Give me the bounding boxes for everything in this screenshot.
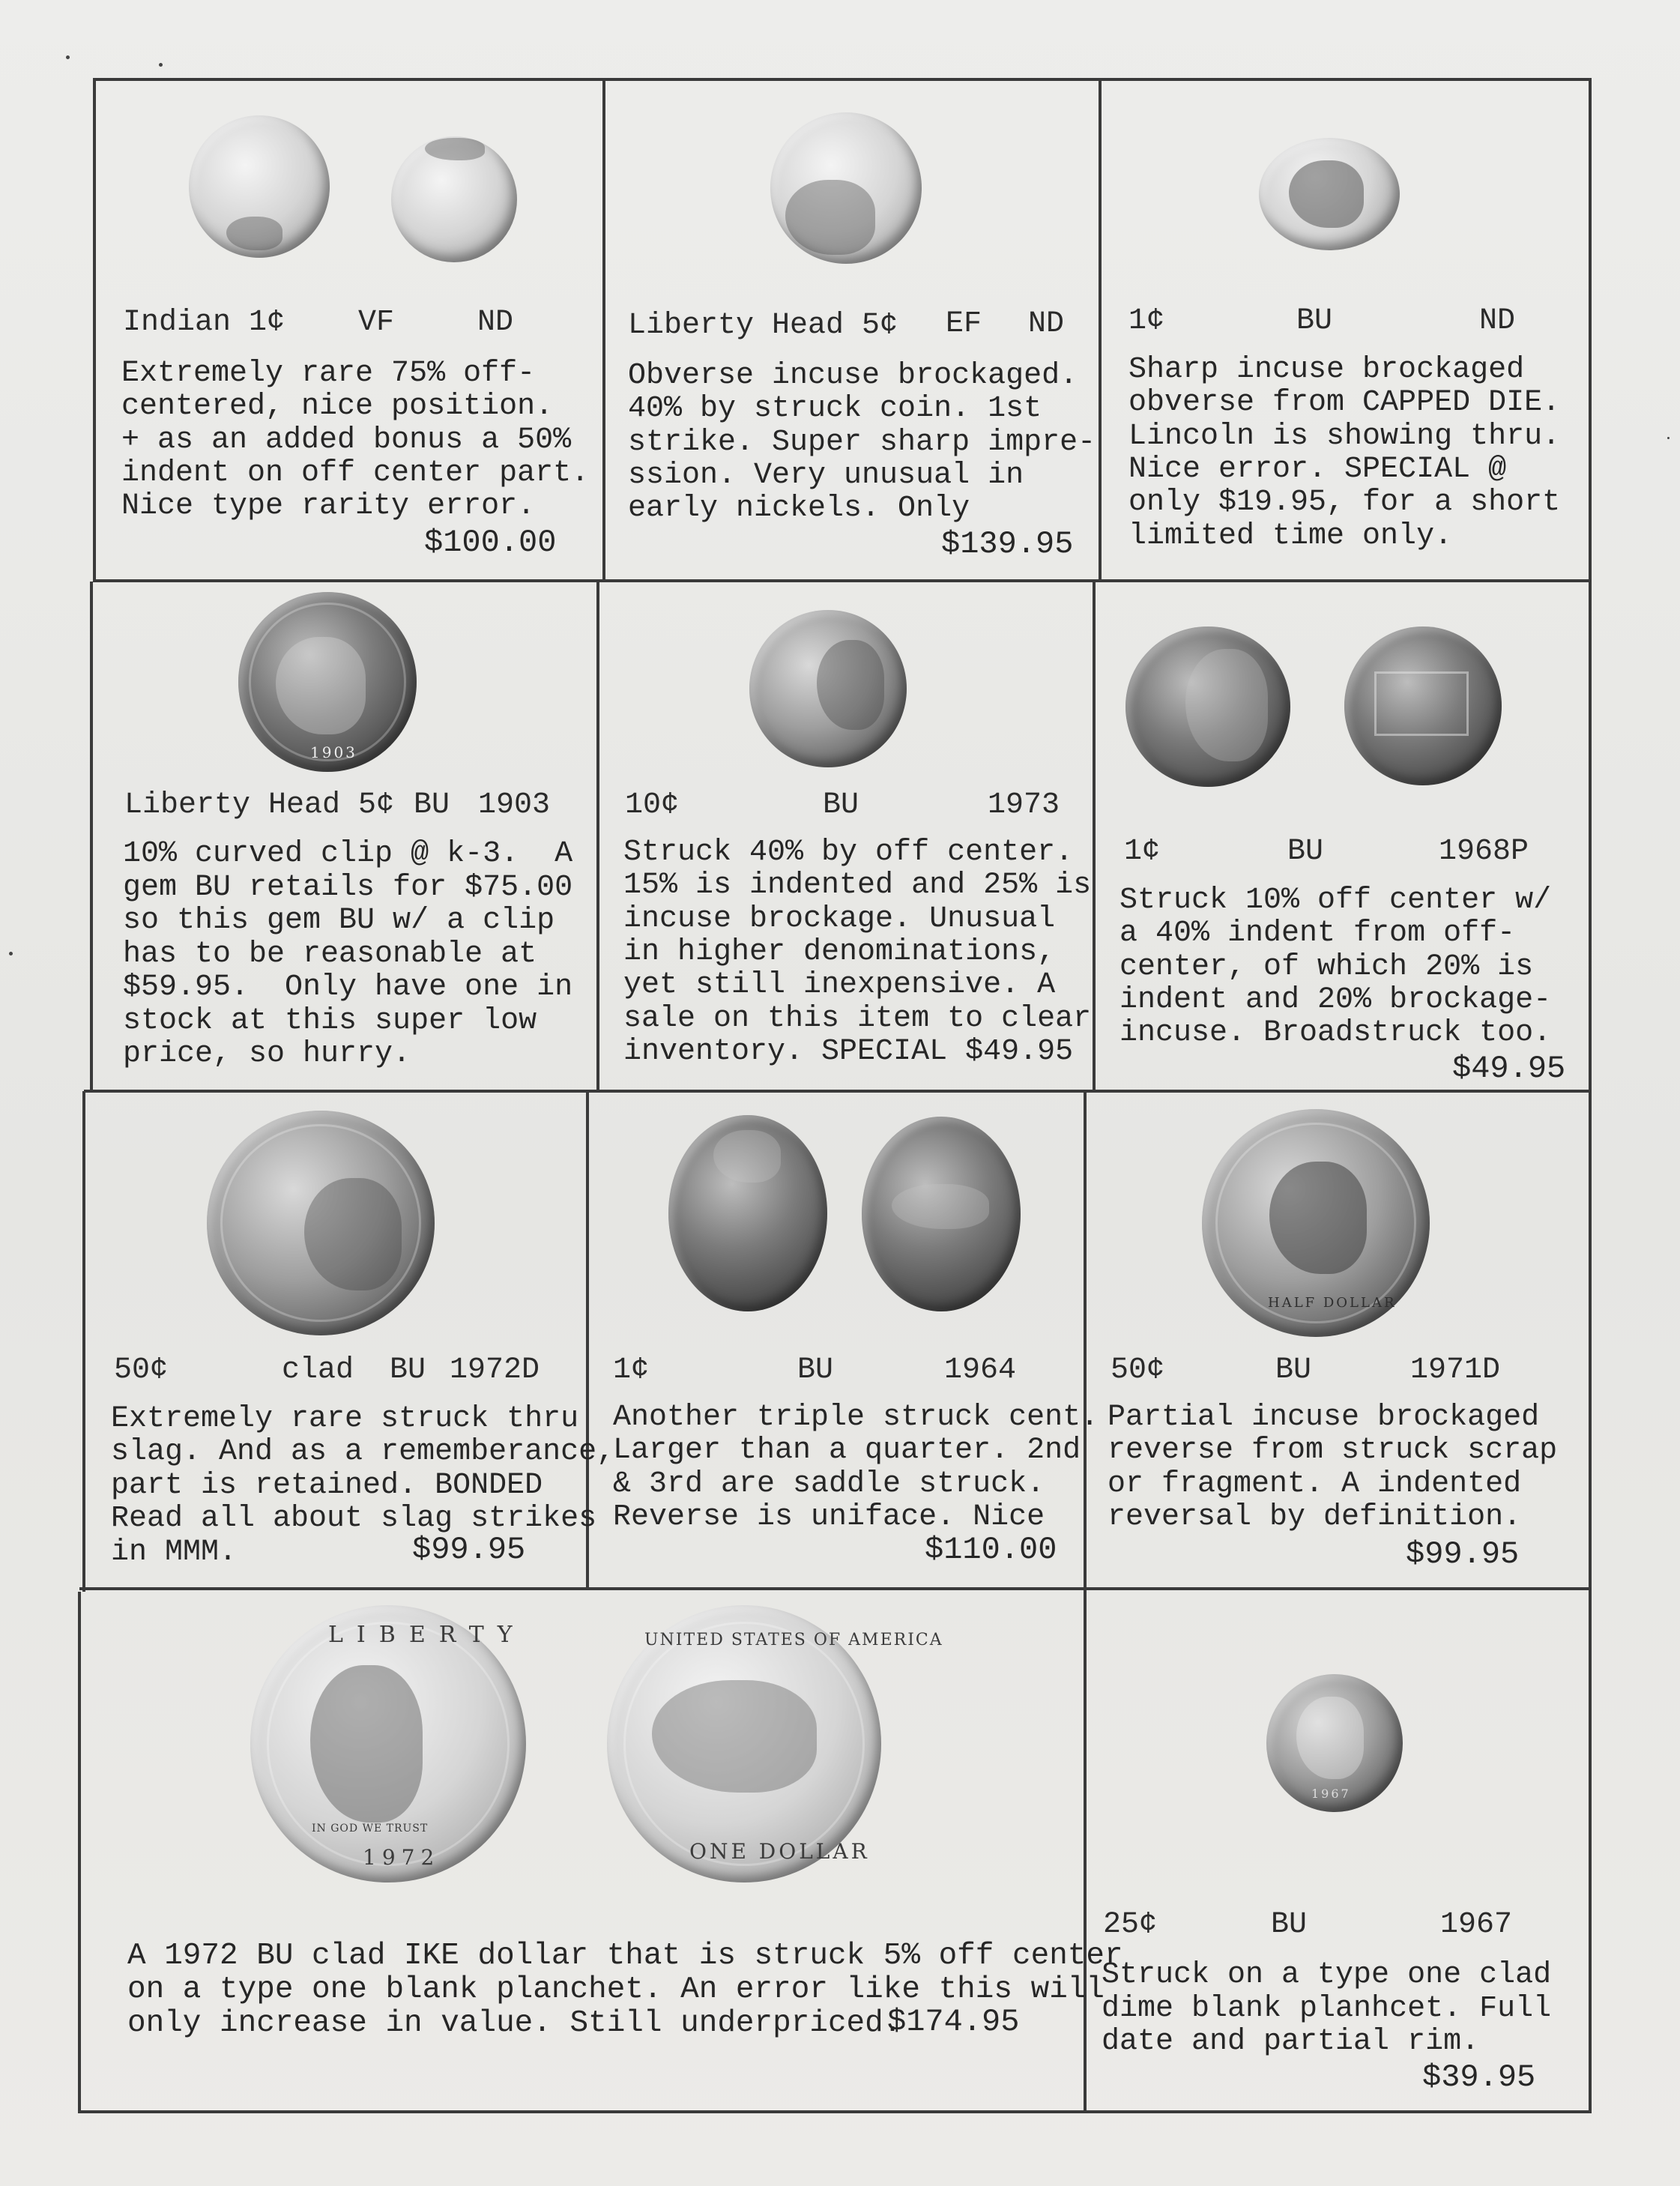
coin-liberty-nickel-1903 [238,592,417,772]
frame-left-mid1 [90,582,93,1091]
listing-header-denomination: 1¢ [1124,835,1161,869]
listing-line: only $19.95, for a short [1128,486,1561,519]
listing-line: Read all about slag strikes [111,1502,597,1536]
listing-line: obverse from CAPPED DIE. [1128,386,1561,420]
coin-date-text: 1903 [310,743,357,761]
listing-header-denomination: 1¢ [1128,304,1165,338]
frame-top [94,78,1592,81]
listing-line: dime blank planhcet. Full [1102,1992,1552,2026]
listing-line: has to be reasonable at [123,937,537,971]
listing-header-grade: BU [414,788,450,822]
coin-ike-dollar-reverse [607,1605,943,1882]
coin-legend-text: HALF DOLLAR [1268,1295,1397,1311]
listing-line: in higher denominations, [623,935,1056,969]
listing-header-grade: BU [1275,1353,1312,1387]
coin-date-text: 1967 [1311,1787,1351,1801]
listing-line: sale on this item to clear [623,1002,1092,1036]
col-line-a2 [596,582,599,1091]
listing-header-grade: BU [1296,304,1333,338]
listing-line: 40% by struck coin. 1st [628,392,1042,426]
listing-line: part is retained. BONDED [111,1469,543,1503]
listing-line: ssion. Very unusual in [628,459,1024,492]
listing-header-grade: clad BU [282,1353,426,1387]
listing-line: so this gem BU w/ a clip [123,904,555,937]
listing-header-grade: EF [946,307,982,341]
coin-motto-text: IN GOD WE TRUST [312,1823,429,1835]
listing-line: inventory. SPECIAL $49.95 [623,1035,1074,1069]
frame-left-mid2 [82,1091,85,1592]
coin-cent-capped-die [1259,138,1400,250]
listing-line: $59.95. Only have one in [123,970,573,1004]
listing-line: Nice type rarity error. [121,489,536,523]
coin-legend-text: ONE DOLLAR [689,1839,870,1864]
listing-header-grade: BU [823,788,859,822]
listing-price: $174.95 [887,2004,1020,2040]
listing-price: $110.00 [925,1532,1057,1568]
listing-header-denomination: Liberty Head 5¢ [124,788,395,822]
listing-line: A 1972 BU clad IKE dollar that is struck 5% off center [127,1939,1123,1973]
coin-quarter-1967 [1266,1674,1403,1812]
listing-header-denomination: Indian 1¢ [123,306,285,339]
listing-line: indent on off center part. [121,456,590,490]
listing-header-denomination: 25¢ [1103,1908,1158,1942]
listing-header-date: 1967 [1440,1908,1513,1942]
speck [66,55,70,59]
col-line-a1 [602,78,605,582]
listing-header-grade: BU [1287,835,1324,869]
frame-right [1589,78,1592,2113]
listing-price: $99.95 [1406,1536,1520,1572]
listing-line: Sharp incuse brockaged [1128,353,1525,387]
frame-left-lower [78,1592,81,2113]
col-line-b2 [1093,582,1096,1091]
row-line-2 [84,1090,1590,1093]
listing-line: only increase in value. Still underpriced. [127,2006,902,2041]
listing-line: early nickels. Only [628,492,970,525]
listing-line: Obverse incuse brockaged. [628,359,1078,393]
listing-line: incuse brockage. Unusual [623,902,1056,936]
listing-line: yet still inexpensive. A [623,968,1056,1002]
listing-header-date: 1973 [988,788,1060,822]
listing-line: Struck on a type one clad [1102,1958,1552,1992]
listing-line: limited time only. [1128,519,1453,553]
frame-left-upper [93,78,96,582]
listing-line: strike. Super sharp impre- [628,426,1096,459]
listing-header-denomination: 1¢ [613,1353,650,1387]
frame-bottom [78,2110,1592,2113]
listing-line: + as an added bonus a 50% [121,423,572,457]
listing-line: on a type one blank planchet. An error like this will [127,1972,1105,2007]
listing-header-denomination: 10¢ [625,788,680,822]
listing-header-date: 1972D [450,1353,540,1387]
col-line-b1 [1099,78,1102,582]
listing-price: $49.95 [1452,1051,1566,1087]
listing-header-grade: BU [797,1353,834,1387]
listing-price: $100.00 [424,525,557,561]
listing-line: center, of which 20% is [1120,950,1534,984]
coin-legend-text: UNITED STATES OF AMERICA [644,1631,943,1649]
coin-indian-cent-reverse [391,136,517,262]
listing-line: 15% is indented and 25% is [623,869,1092,902]
row-line-1 [93,579,1590,582]
coin-ike-dollar-obverse [250,1605,526,1882]
listing-price: $99.95 [412,1532,526,1568]
listing-line: Extremely rare struck thru [111,1402,579,1436]
listing-line: 10% curved clip @ k-3. A [123,837,573,871]
speck [159,63,163,67]
listing-line: or fragment. A indented [1108,1467,1522,1501]
listing-line: Lincoln is showing thru. [1128,420,1561,453]
listing-header-grade: BU [1271,1908,1308,1942]
listing-header-denomination: 50¢ [1111,1353,1165,1387]
speck [1667,437,1670,439]
listing-line: Nice error. SPECIAL @ [1128,453,1507,486]
coin-legend-text: LIBERTY [328,1622,526,1648]
listing-line: a 40% indent from off- [1120,917,1516,950]
listing-header-date: ND [1028,307,1065,341]
listing-line: reversal by definition. [1108,1500,1522,1534]
listing-line: date and partial rim. [1102,2025,1480,2059]
listing-line: reverse from struck scrap [1108,1434,1558,1467]
listing-line: gem BU retails for $75.00 [123,871,573,905]
listing-header-date: 1971D [1410,1353,1501,1387]
listing-line: Struck 10% off center w/ [1120,884,1552,917]
listing-header-date: ND [477,306,514,339]
listing-line: Extremely rare 75% off- [121,357,536,390]
coin-cent-1968p-obverse [1125,626,1290,787]
listing-header-grade: VF [358,306,395,339]
coin-indian-cent-obverse [189,115,330,258]
listing-line: stock at this super low [123,1004,537,1038]
coin-cent-1964-obverse [668,1115,827,1311]
listing-line: incuse. Broadstruck too. [1120,1016,1552,1050]
listing-line: indent and 20% brockage- [1120,983,1552,1017]
coin-half-1972d [207,1111,435,1335]
listing-header-date: ND [1479,304,1516,338]
listing-line: centered, nice position. [121,390,554,423]
listing-line: Struck 40% by off center. [623,836,1074,869]
coin-cent-1964-reverse [862,1117,1021,1311]
listing-price: $139.95 [941,526,1074,562]
listing-line: Another triple struck cent. [613,1401,1099,1434]
row-line-3 [79,1587,1590,1590]
coin-half-1971d-reverse [1202,1109,1430,1337]
listing-line: Partial incuse brockaged [1108,1401,1540,1434]
listing-line: price, so hurry. [123,1037,411,1071]
listing-price: $39.95 [1422,2059,1536,2095]
listing-line: in MMM. [111,1536,238,1569]
listing-header-date: 1968P [1439,835,1529,869]
coin-cent-1968p-reverse [1344,626,1502,785]
listing-header-denomination: 50¢ [114,1353,169,1387]
listing-line: Larger than a quarter. 2nd [613,1434,1081,1467]
coin-dime-1973 [749,610,907,767]
listing-header-date: 1903 [478,788,551,822]
speck [9,952,13,955]
listing-line: slag. And as a rememberance, [111,1435,615,1469]
listing-header-date: 1964 [944,1353,1017,1387]
listing-line: & 3rd are saddle struck. [613,1467,1045,1501]
coin-liberty-nickel-brockage [770,112,922,264]
coin-date-text: 1972 [363,1845,441,1870]
listing-line: Reverse is uniface. Nice [613,1500,1045,1534]
listing-header-denomination: Liberty Head 5¢ [628,309,898,342]
